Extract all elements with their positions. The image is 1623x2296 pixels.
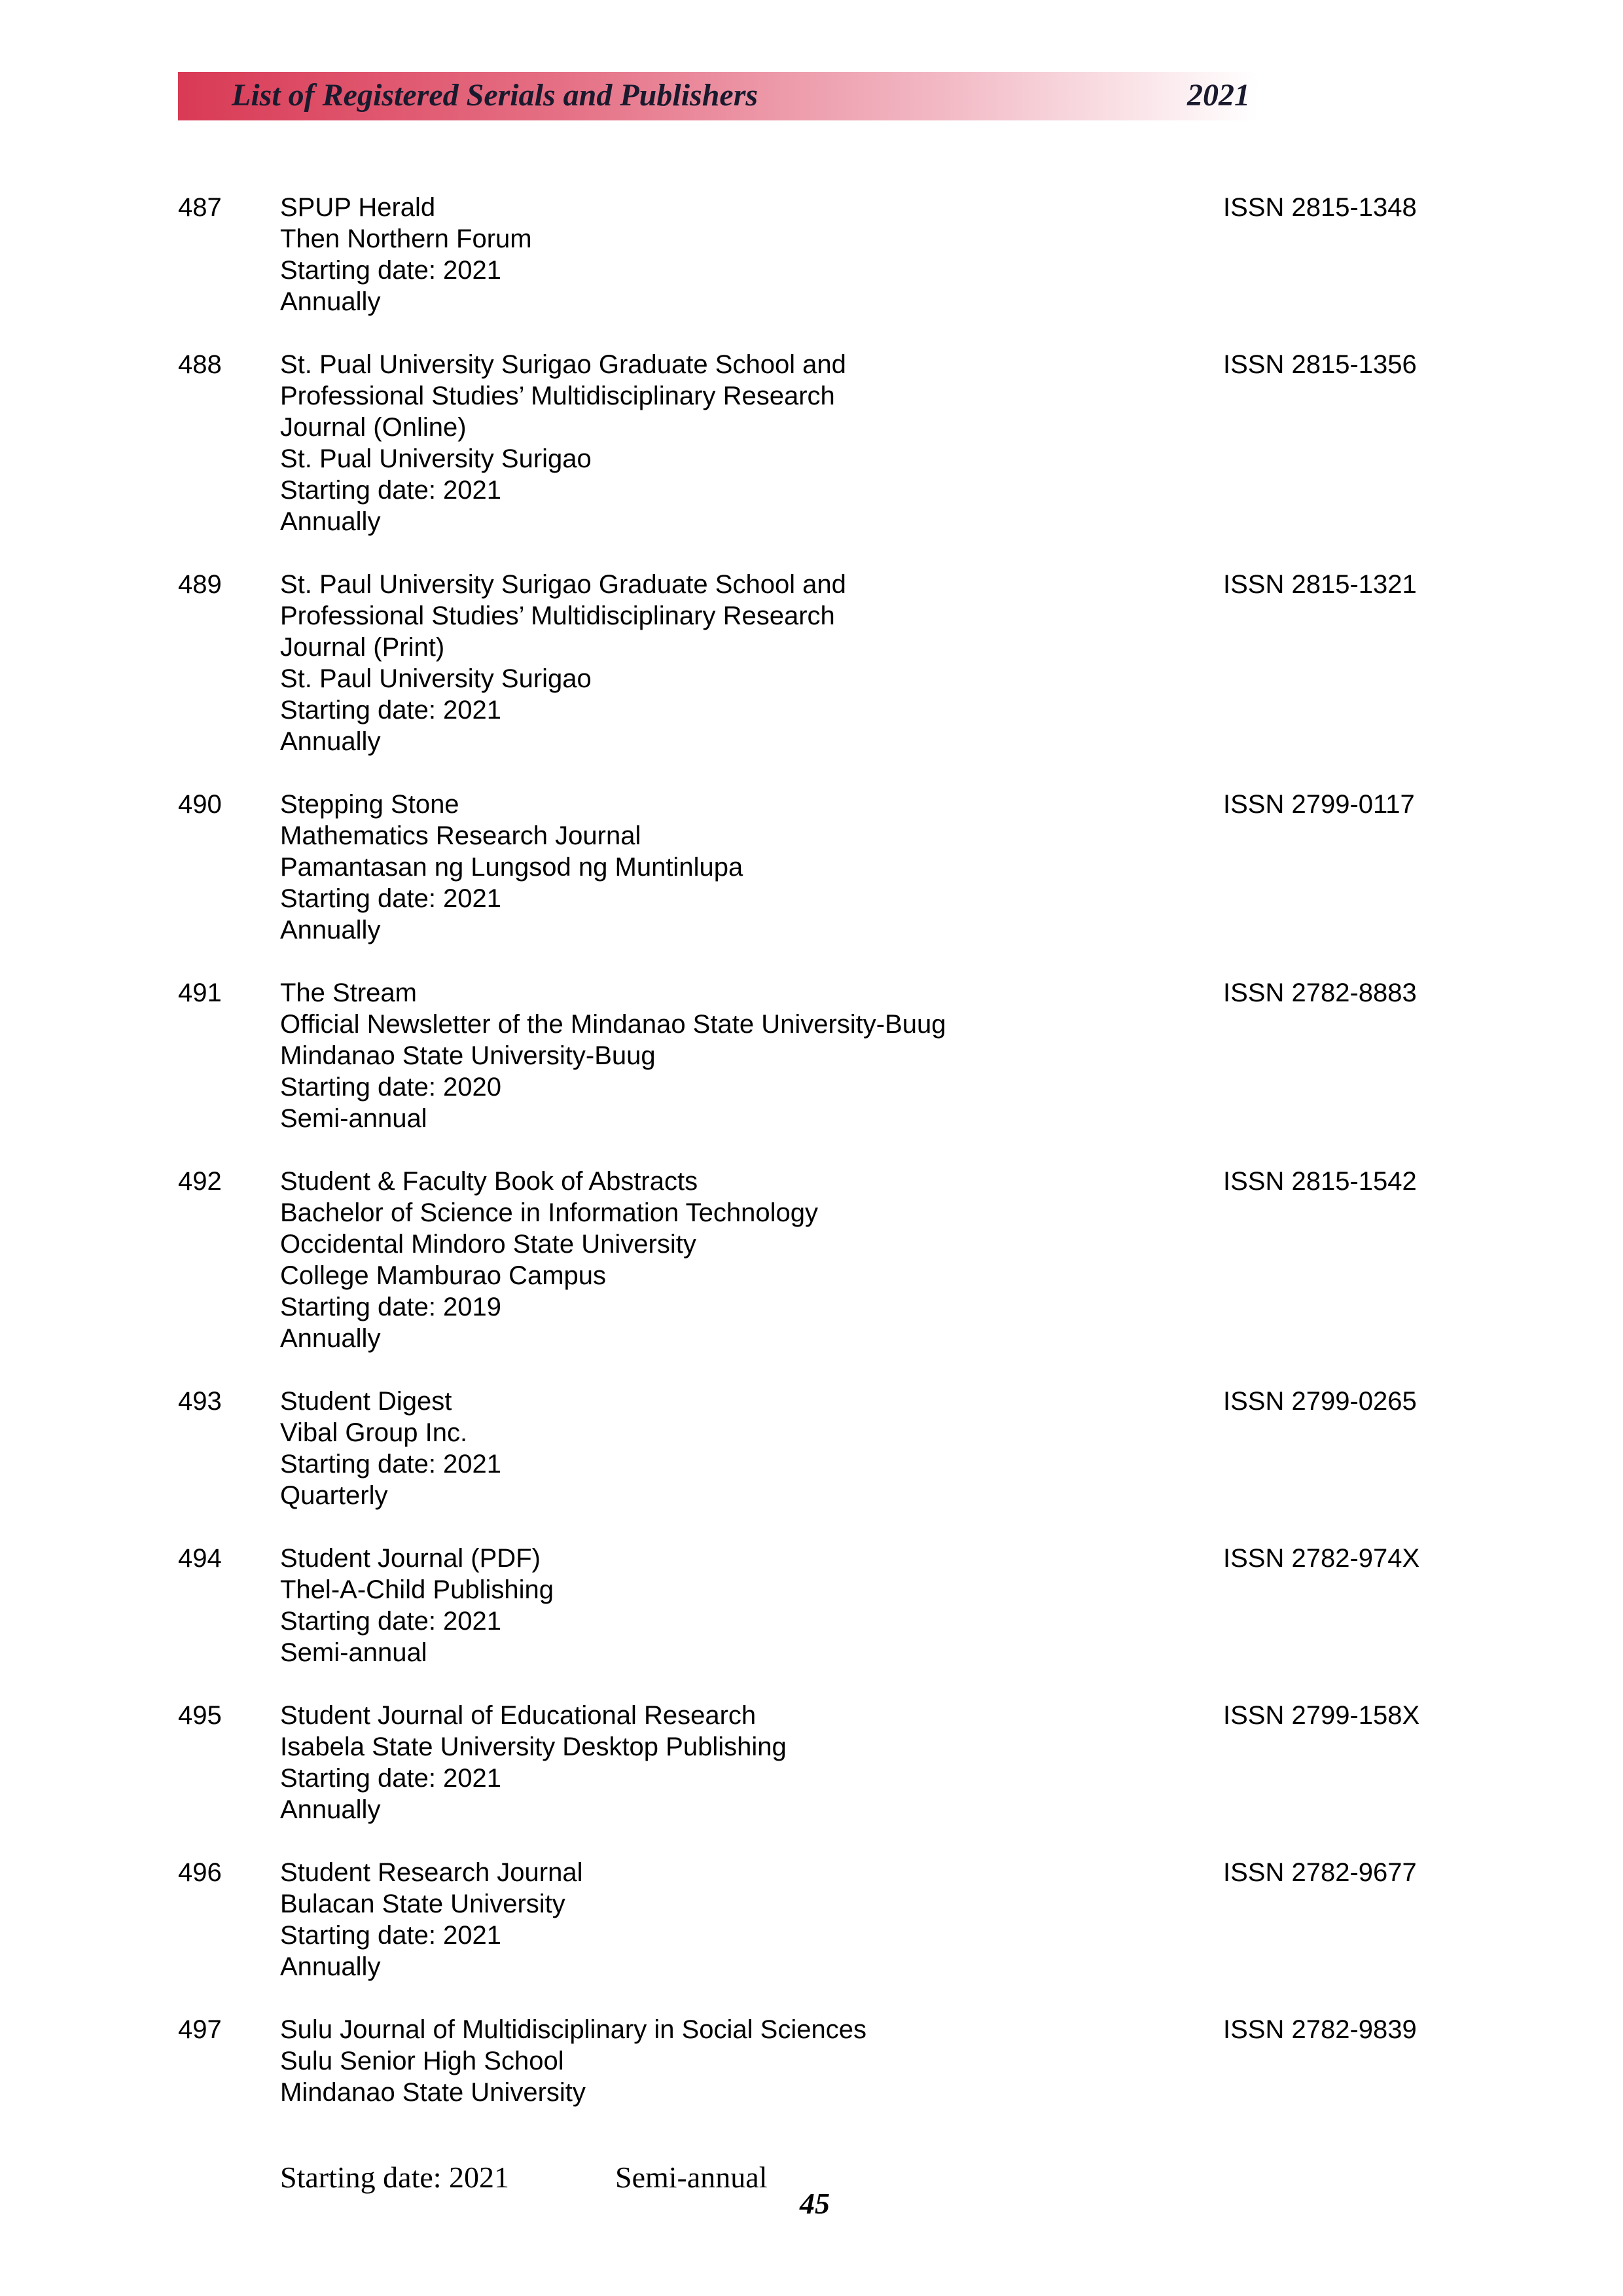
entry-issn: ISSN 2782-974X	[1223, 1544, 1420, 1573]
entry-issn: ISSN 2815-1356	[1223, 350, 1417, 379]
entry-detail-line: Starting date: 2021	[280, 696, 502, 725]
entry-detail-line: Professional Studies’ Multidisciplinary Research	[280, 601, 835, 630]
entry-detail-line: Starting date: 2021	[280, 1450, 502, 1479]
entry-detail-line: Semi-annual	[280, 1638, 427, 1667]
entry-title: St. Pual University Surigao Graduate School and	[280, 350, 846, 379]
serial-entry	[178, 1700, 1454, 1825]
entry-497-starting-date: Starting date: 2021	[280, 2161, 510, 2194]
entry-number: 490	[178, 790, 222, 819]
entry-number: 492	[178, 1167, 222, 1196]
entry-detail-line: Journal (Print)	[280, 633, 445, 662]
header-band	[178, 72, 1258, 120]
entry-details	[280, 1857, 1131, 1982]
entry-detail-line: Annually	[280, 727, 381, 756]
entry-title: St. Paul University Surigao Graduate School and	[280, 570, 846, 599]
entry-detail-line: Thel-A-Child Publishing	[280, 1575, 554, 1604]
entry-title: SPUP Herald	[280, 193, 436, 222]
entry-detail-line: Vibal Group Inc.	[280, 1418, 468, 1447]
entry-detail-line: Bachelor of Science in Information Technology	[280, 1198, 818, 1227]
entry-detail-line: Annually	[280, 287, 381, 316]
entry-details	[280, 2014, 1131, 2108]
entry-detail-line: Mindanao State University-Buug	[280, 1041, 656, 1070]
entry-detail-line: Professional Studies’ Multidisciplinary Research	[280, 382, 835, 410]
entry-details	[280, 977, 1131, 1134]
entry-detail-line: Starting date: 2021	[280, 476, 502, 505]
entry-detail-line: St. Paul University Surigao	[280, 664, 592, 693]
entry-number: 496	[178, 1858, 222, 1887]
entry-detail-line: Starting date: 2021	[280, 256, 502, 285]
entry-issn: ISSN 2782-9677	[1223, 1858, 1417, 1887]
entry-detail-line: Bulacan State University	[280, 1890, 565, 1918]
entry-detail-line: Annually	[280, 507, 381, 536]
entry-detail-line: St. Pual University Surigao	[280, 444, 592, 473]
entry-number: 487	[178, 193, 222, 222]
entry-detail-line: Annually	[280, 1795, 381, 1824]
entry-detail-line: Semi-annual	[280, 1104, 427, 1133]
entry-detail-line: College Mamburao Campus	[280, 1261, 607, 1290]
entry-detail-line: Annually	[280, 916, 381, 944]
entry-detail-line: Starting date: 2021	[280, 884, 502, 913]
entry-detail-line: Pamantasan ng Lungsod ng Muntinlupa	[280, 853, 743, 882]
entry-title: Student Journal of Educational Research	[280, 1701, 757, 1730]
entry-detail-line: Quarterly	[280, 1481, 388, 1510]
entry-title: Student & Faculty Book of Abstracts	[280, 1167, 698, 1196]
serial-entry	[178, 569, 1454, 757]
serial-entry	[178, 789, 1454, 946]
entry-issn: ISSN 2815-1348	[1223, 193, 1417, 222]
entry-detail-line: Then Northern Forum	[280, 224, 532, 253]
entry-detail-line: Mathematics Research Journal	[280, 821, 641, 850]
entry-detail-line: Occidental Mindoro State University	[280, 1230, 696, 1259]
serial-entry	[178, 1543, 1454, 1668]
serial-entry	[178, 192, 1454, 317]
entry-number: 493	[178, 1387, 222, 1416]
entry-detail-line: Sulu Senior High School	[280, 2047, 564, 2075]
entry-number: 488	[178, 350, 222, 379]
entry-detail-line: Mindanao State University	[280, 2078, 586, 2107]
serial-entry	[178, 349, 1454, 537]
entry-detail-line: Starting date: 2021	[280, 1764, 502, 1793]
entry-issn: ISSN 2799-158X	[1223, 1701, 1420, 1730]
entry-detail-line: Journal (Online)	[280, 413, 467, 442]
serial-entry	[178, 977, 1454, 1134]
entry-title: Student Digest	[280, 1387, 452, 1416]
entry-details	[280, 1386, 1131, 1511]
entry-number: 497	[178, 2015, 222, 2044]
entry-details	[280, 1543, 1131, 1668]
entry-details	[280, 789, 1131, 946]
page-header-title: List of Registered Serials and Publishers	[232, 78, 758, 113]
entry-issn: ISSN 2815-1542	[1223, 1167, 1417, 1196]
entry-497-frequency: Semi-annual	[615, 2161, 768, 2194]
entry-detail-line: Starting date: 2021	[280, 1607, 502, 1636]
entry-title: Stepping Stone	[280, 790, 459, 819]
entry-details	[280, 1700, 1131, 1825]
page-header-year: 2021	[1187, 78, 1250, 113]
entry-detail-line: Annually	[280, 1952, 381, 1981]
entry-issn: ISSN 2799-0265	[1223, 1387, 1417, 1416]
entry-detail-line: Starting date: 2020	[280, 1073, 502, 1102]
serials-list	[178, 192, 1454, 2140]
entry-number: 495	[178, 1701, 222, 1730]
entry-details	[280, 192, 1131, 317]
entry-details	[280, 349, 1131, 537]
page-number: 45	[800, 2187, 830, 2220]
entry-issn: ISSN 2815-1321	[1223, 570, 1417, 599]
entry-issn: ISSN 2782-8883	[1223, 978, 1417, 1007]
serial-entry	[178, 2014, 1454, 2108]
serial-entry	[178, 1166, 1454, 1354]
serial-entry	[178, 1857, 1454, 1982]
entry-number: 491	[178, 978, 222, 1007]
entry-details	[280, 569, 1131, 757]
entry-title: Sulu Journal of Multidisciplinary in Social Sciences	[280, 2015, 866, 2044]
entry-issn: ISSN 2799-0117	[1223, 790, 1415, 819]
entry-title: Student Research Journal	[280, 1858, 583, 1887]
entry-title: The Stream	[280, 978, 417, 1007]
entry-number: 489	[178, 570, 222, 599]
entry-issn: ISSN 2782-9839	[1223, 2015, 1417, 2044]
entry-title: Student Journal (PDF)	[280, 1544, 541, 1573]
serial-entry	[178, 1386, 1454, 1511]
entry-number: 494	[178, 1544, 222, 1573]
entry-detail-line: Annually	[280, 1324, 381, 1353]
entry-details	[280, 1166, 1131, 1354]
entry-detail-line: Starting date: 2021	[280, 1921, 502, 1950]
entry-detail-line: Official Newsletter of the Mindanao State University-Buug	[280, 1010, 946, 1039]
entry-detail-line: Isabela State University Desktop Publishing	[280, 1732, 787, 1761]
entry-detail-line: Starting date: 2019	[280, 1293, 502, 1321]
